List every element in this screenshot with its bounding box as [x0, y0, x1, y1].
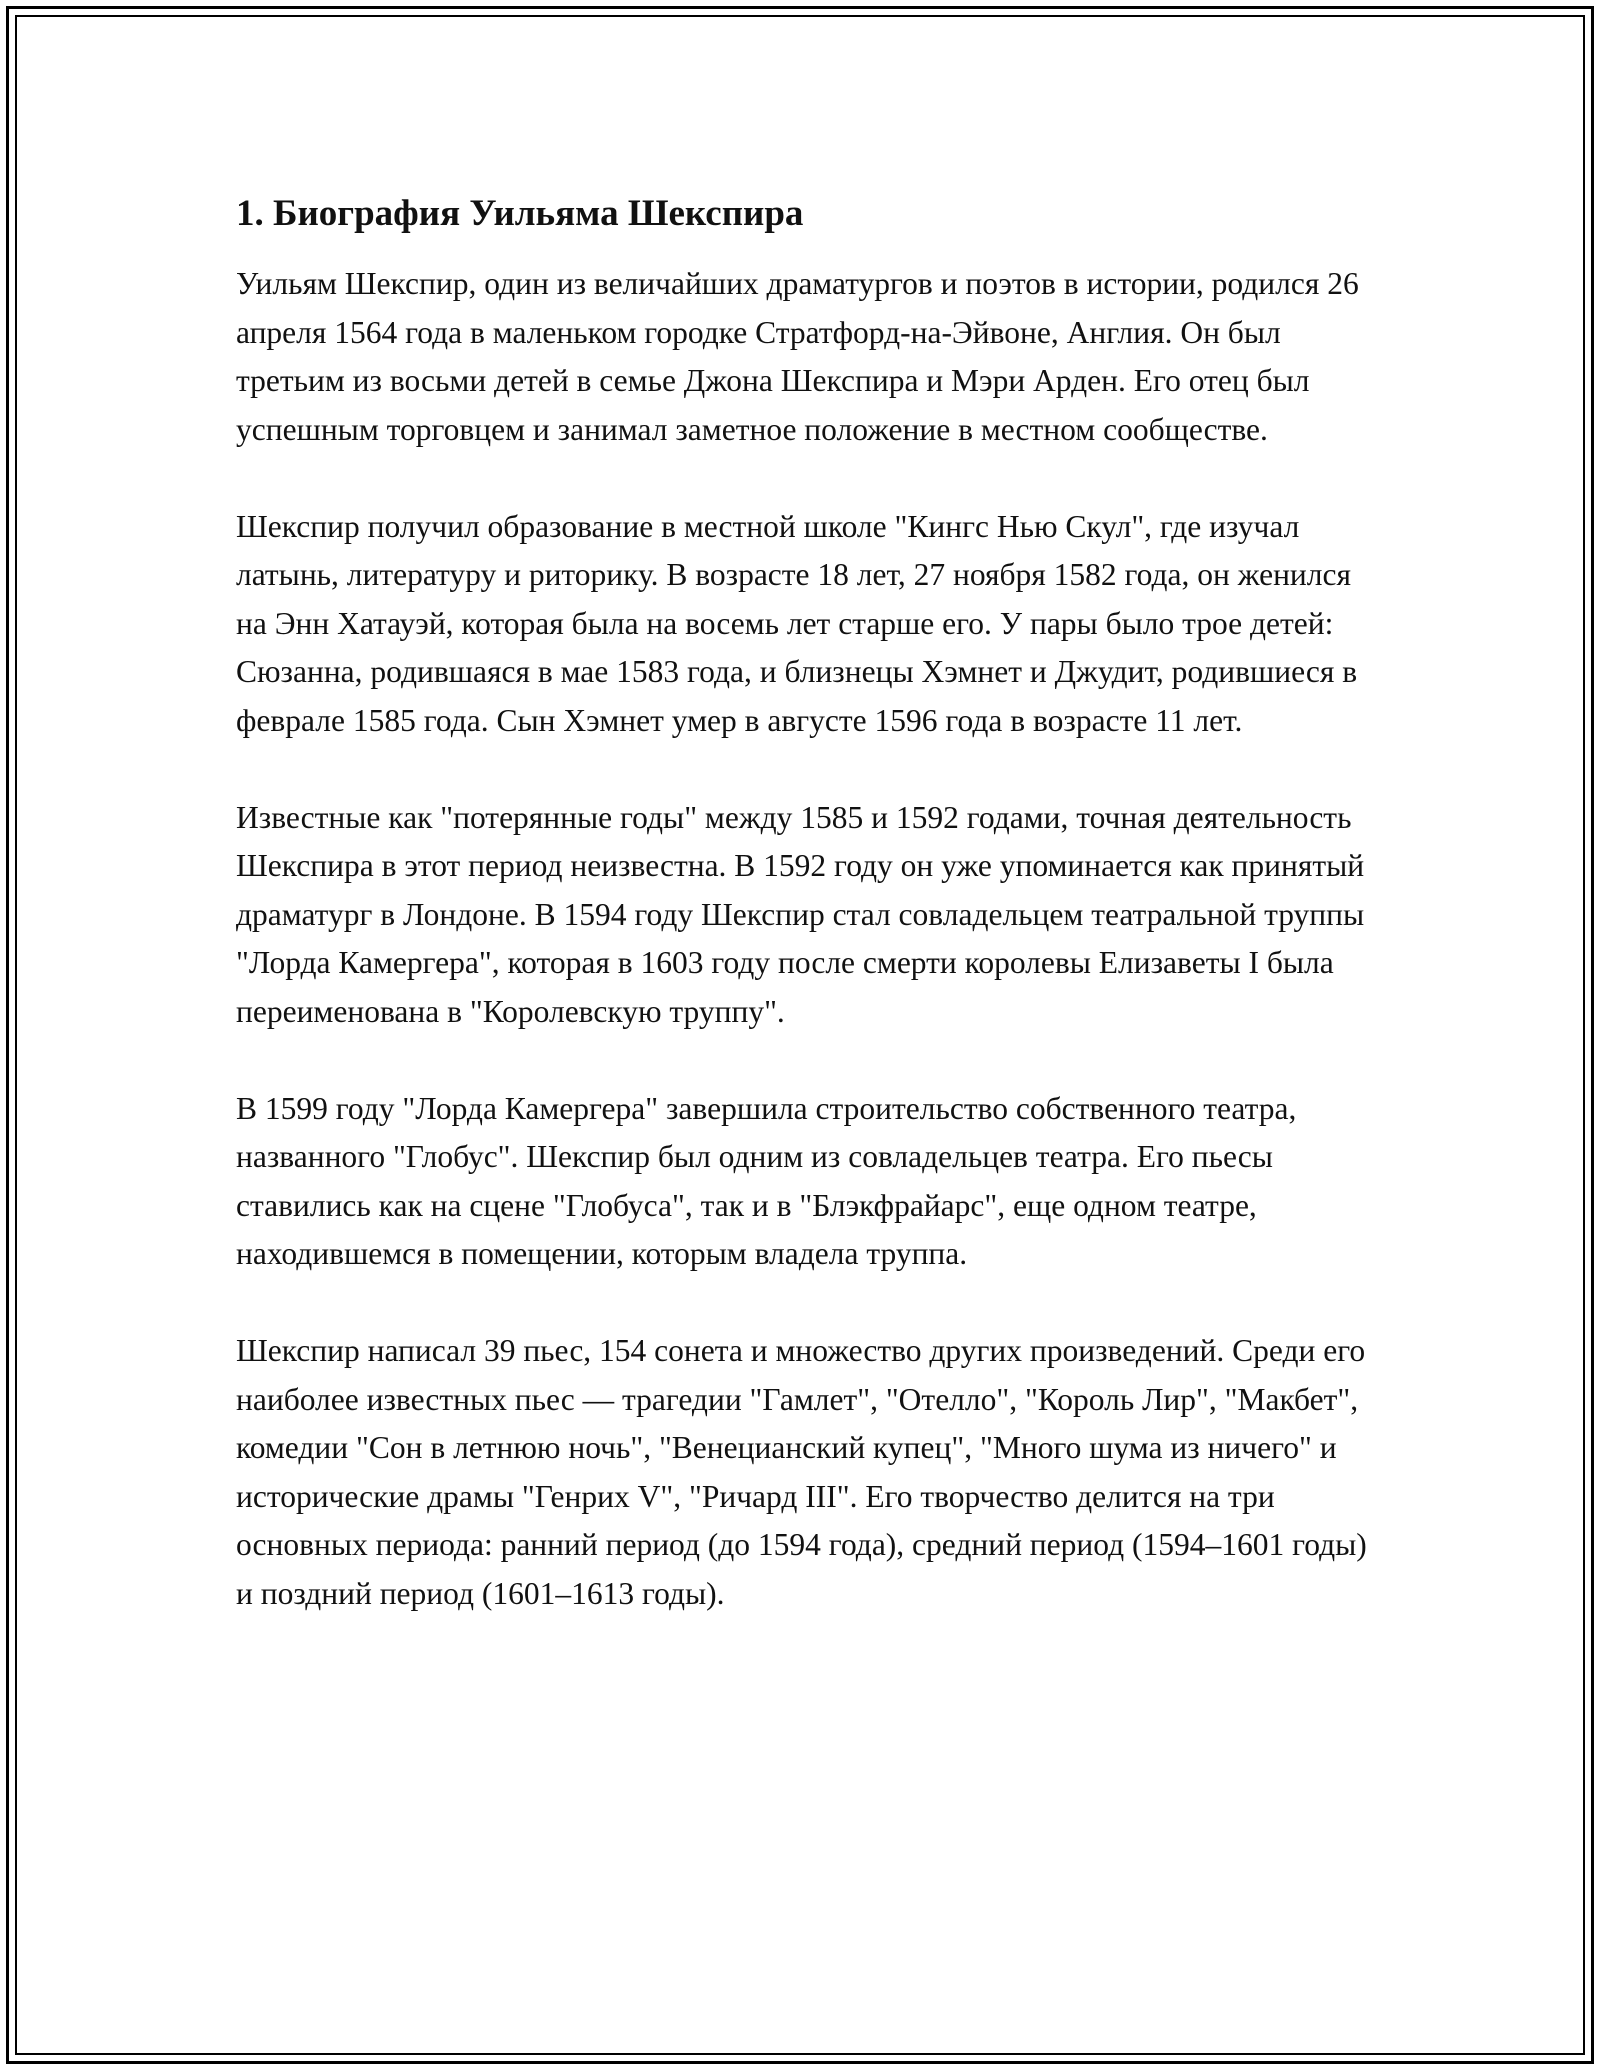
- document-body: [236, 190, 1386, 1667]
- paragraph-birth: Уильям Шекспир, один из величайших драматургов и поэтов в истории, родился 26 апреля 1564 года в маленьком городке Стратфорд-на-Эйвоне, Англия. Он был третьим из восьми детей в семье Джона Шекспира и Мэри Арден. Его отец был успешным торговцем и занимал заметное положение в местном сообществе.: [236, 266, 1359, 447]
- paragraph-works: Шекспир написал 39 пьес, 154 сонета и множество других произведений. Среди его наиболее известных пьес — трагедии "Гамлет", "Отелло", "Король Лир", "Макбет", комедии "Сон в летнюю ночь", "Венецианский купец", "Много шума из ничего" и исторические драмы "Генрих V", "Ричард III". Его творчество делится на три основных периода: ранний период (до 1594 года), средний период (1594–1601 годы) и поздний период (1601–1613 годы).: [236, 1333, 1367, 1611]
- section-heading: 1. Биография Уильяма Шекспира: [236, 193, 804, 234]
- paragraph-globe-theatre: В 1599 году "Лорда Камергера" завершила строительство собственного театра, названного "Глобус". Шекспир был одним из совладельцев театра. Его пьесы ставились как на сцене "Глобуса", так и в "Блэкфрайарс", еще одном театре, находившемся в помещении, которым владела труппа.: [236, 1090, 1297, 1271]
- paragraph-lost-years: Известные как "потерянные годы" между 1585 и 1592 годами, точная деятельность Шекспира в этот период неизвестна. В 1592 году он уже упоминается как принятый драматург в Лондоне. В 1594 году Шекспир стал совладельцем театральной труппы "Лорда Камергера", которая в 1603 году после смерти королевы Елизаветы I была переименована в "Королевскую труппу".: [236, 799, 1365, 1029]
- paragraph-education-family: Шекспир получил образование в местной школе "Кингс Нью Скул", где изучал латынь, литературу и риторику. В возрасте 18 лет, 27 ноября 1582 года, он женился на Энн Хатауэй, которая была на восемь лет старше его. У пары было трое детей: Сюзанна, родившаяся в мае 1583 года, и близнецы Хэмнет и Джудит, родившиеся в феврале 1585 года. Сын Хэмнет умер в августе 1596 года в возрасте 11 лет.: [236, 508, 1358, 738]
